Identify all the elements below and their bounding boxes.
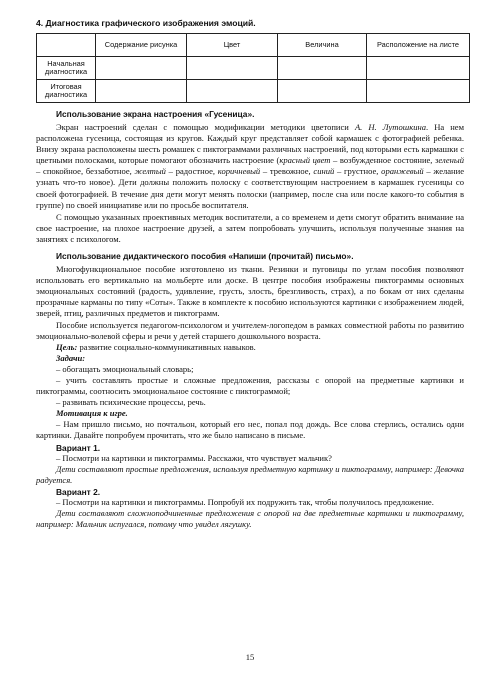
letter-section-title: Использование дидактического пособия «Напиши (прочитай) письмо».: [56, 251, 354, 262]
goal-line: Цель: развитие социально-коммуникативных навыков.: [56, 341, 256, 352]
row-label: Итоговая диагностика: [37, 80, 96, 103]
variant-2-question: – Посмотри на картинки и пиктограммы. Попробуй их подружить так, чтобы получилось предложение.: [56, 496, 434, 507]
variant-1-question: – Посмотри на картинки и пиктограммы. Расскажи, что чувствует мальчик?: [56, 452, 332, 463]
tasks-label: Задачи:: [56, 352, 86, 363]
table-cell: [278, 57, 367, 80]
variant-1-title: Вариант 1.: [56, 442, 101, 453]
caterpillar-paragraph: Экран настроений сделан с помощью модификации методики цветописи А. Н. Лутошкина. На нем расположена гусеница, состоящая из кругов. Каждый круг представляет собой кармашек с фотографией ребенка. Внизу экрана расположены шесть ромашек с пиктограммами различных настроений, под которыми есть кармашки с цветными полосками, которые помогают обозначить настроение (красный цвет – возбужденное состояние, зеленый – спокойное, беззаботное, желтый – радостное, коричневый – тревожное, синий – грустное, оранжевый – желание узнать что-то новое). Дети должны положить полоску с соответствующим настроением в кармашек гусеницы со своей фотографией. В течение дня дети могут менять полоски (например, после сна или после какого-то события в группе) по своей инициативе или по просьбе воспитателя.: [36, 122, 465, 210]
projective-methods-paragraph: С помощью указанных проективных методик воспитатели, а со временем и дети смогут обратить внимание на свое настроение, на плохое настроение друзей, а затем попробовать улучшить, используя полученные знания на занятиях с психологом.: [36, 211, 464, 244]
variant-2-description: Дети составляют сложноподчиненные предложения с опорой на две предметные картинки и пиктограмму, например: Мальчик испугался, потому что увидел лягушку.: [36, 507, 464, 529]
table-cell: [96, 80, 187, 103]
caterpillar-section-title: Использование экрана настроения «Гусеница».: [56, 109, 255, 119]
table-cell: [278, 80, 367, 103]
table-header-cell: Цвет: [187, 34, 278, 57]
table-cell: [367, 57, 470, 80]
letter-usage-paragraph: Пособие используется педагогом-психологом и учителем-логопедом в рамках совместной работы по развитию эмоционально-волевой сферы и речи у детей старшего дошкольного возраста.: [36, 319, 464, 341]
table-header-cell: Величина: [278, 34, 367, 57]
motivation-label: Мотивация к игре.: [56, 408, 128, 419]
goal-label: Цель:: [56, 341, 78, 352]
table-row: [37, 57, 470, 80]
letter-description-paragraph: Многофункциональное пособие изготовлено из ткани. Резинки и пуговицы по углам пособия позволяют использовать его вертикально на мольберте или доске. В центре пособия изображены пиктограммы основных эмоциональных состояний (радость, удивление, грусть, злость, брезгливость, страх), а по бокам от них сделаны прозрачные карманы по типу «Соты». Также в комплекте к пособию используются картинки с изображением людей, зверей, птиц, различных предметов и пиктограмм.: [36, 264, 464, 319]
task-item: – обогащать эмоциональный словарь;: [56, 363, 194, 374]
row-label: Начальная диагностика: [37, 57, 96, 80]
table-header-cell: Содержание рисунка: [96, 34, 187, 57]
table-cell: [367, 80, 470, 103]
variant-2-title: Вариант 2.: [56, 486, 101, 497]
table-cell: [187, 57, 278, 80]
table-header-cell: Расположение на листе: [367, 34, 470, 57]
table-cell: [187, 80, 278, 103]
page-number: 15: [245, 652, 255, 662]
diagnostics-table: [36, 33, 470, 103]
author-name: А. Н. Лутошкина: [354, 122, 426, 132]
table-header-row: [37, 34, 470, 57]
table-cell: [96, 57, 187, 80]
task-item: – учить составлять простые и сложные предложения, рассказы с опорой на предметные картинки и пиктограммы, соотносить эмоциональное состояние с пиктограммой;: [36, 374, 464, 397]
motivation-text: – Нам пришло письмо, но почтальон, который его нес, попал под дождь. Все слова стерлись, остались одни картинки. Давайте попробуем прочитать, что же было написано в письме.: [36, 419, 464, 441]
table-header-cell: [37, 34, 96, 57]
section-4-title: 4. Диагностика графического изображения эмоций.: [36, 18, 256, 28]
variant-1-description: Дети составляют простые предложения, используя предметную картинку и пиктограмму, например: Девочка радуется.: [36, 463, 464, 485]
task-item: – развивать психические процессы, речь.: [56, 397, 206, 408]
table-row: [37, 80, 470, 103]
